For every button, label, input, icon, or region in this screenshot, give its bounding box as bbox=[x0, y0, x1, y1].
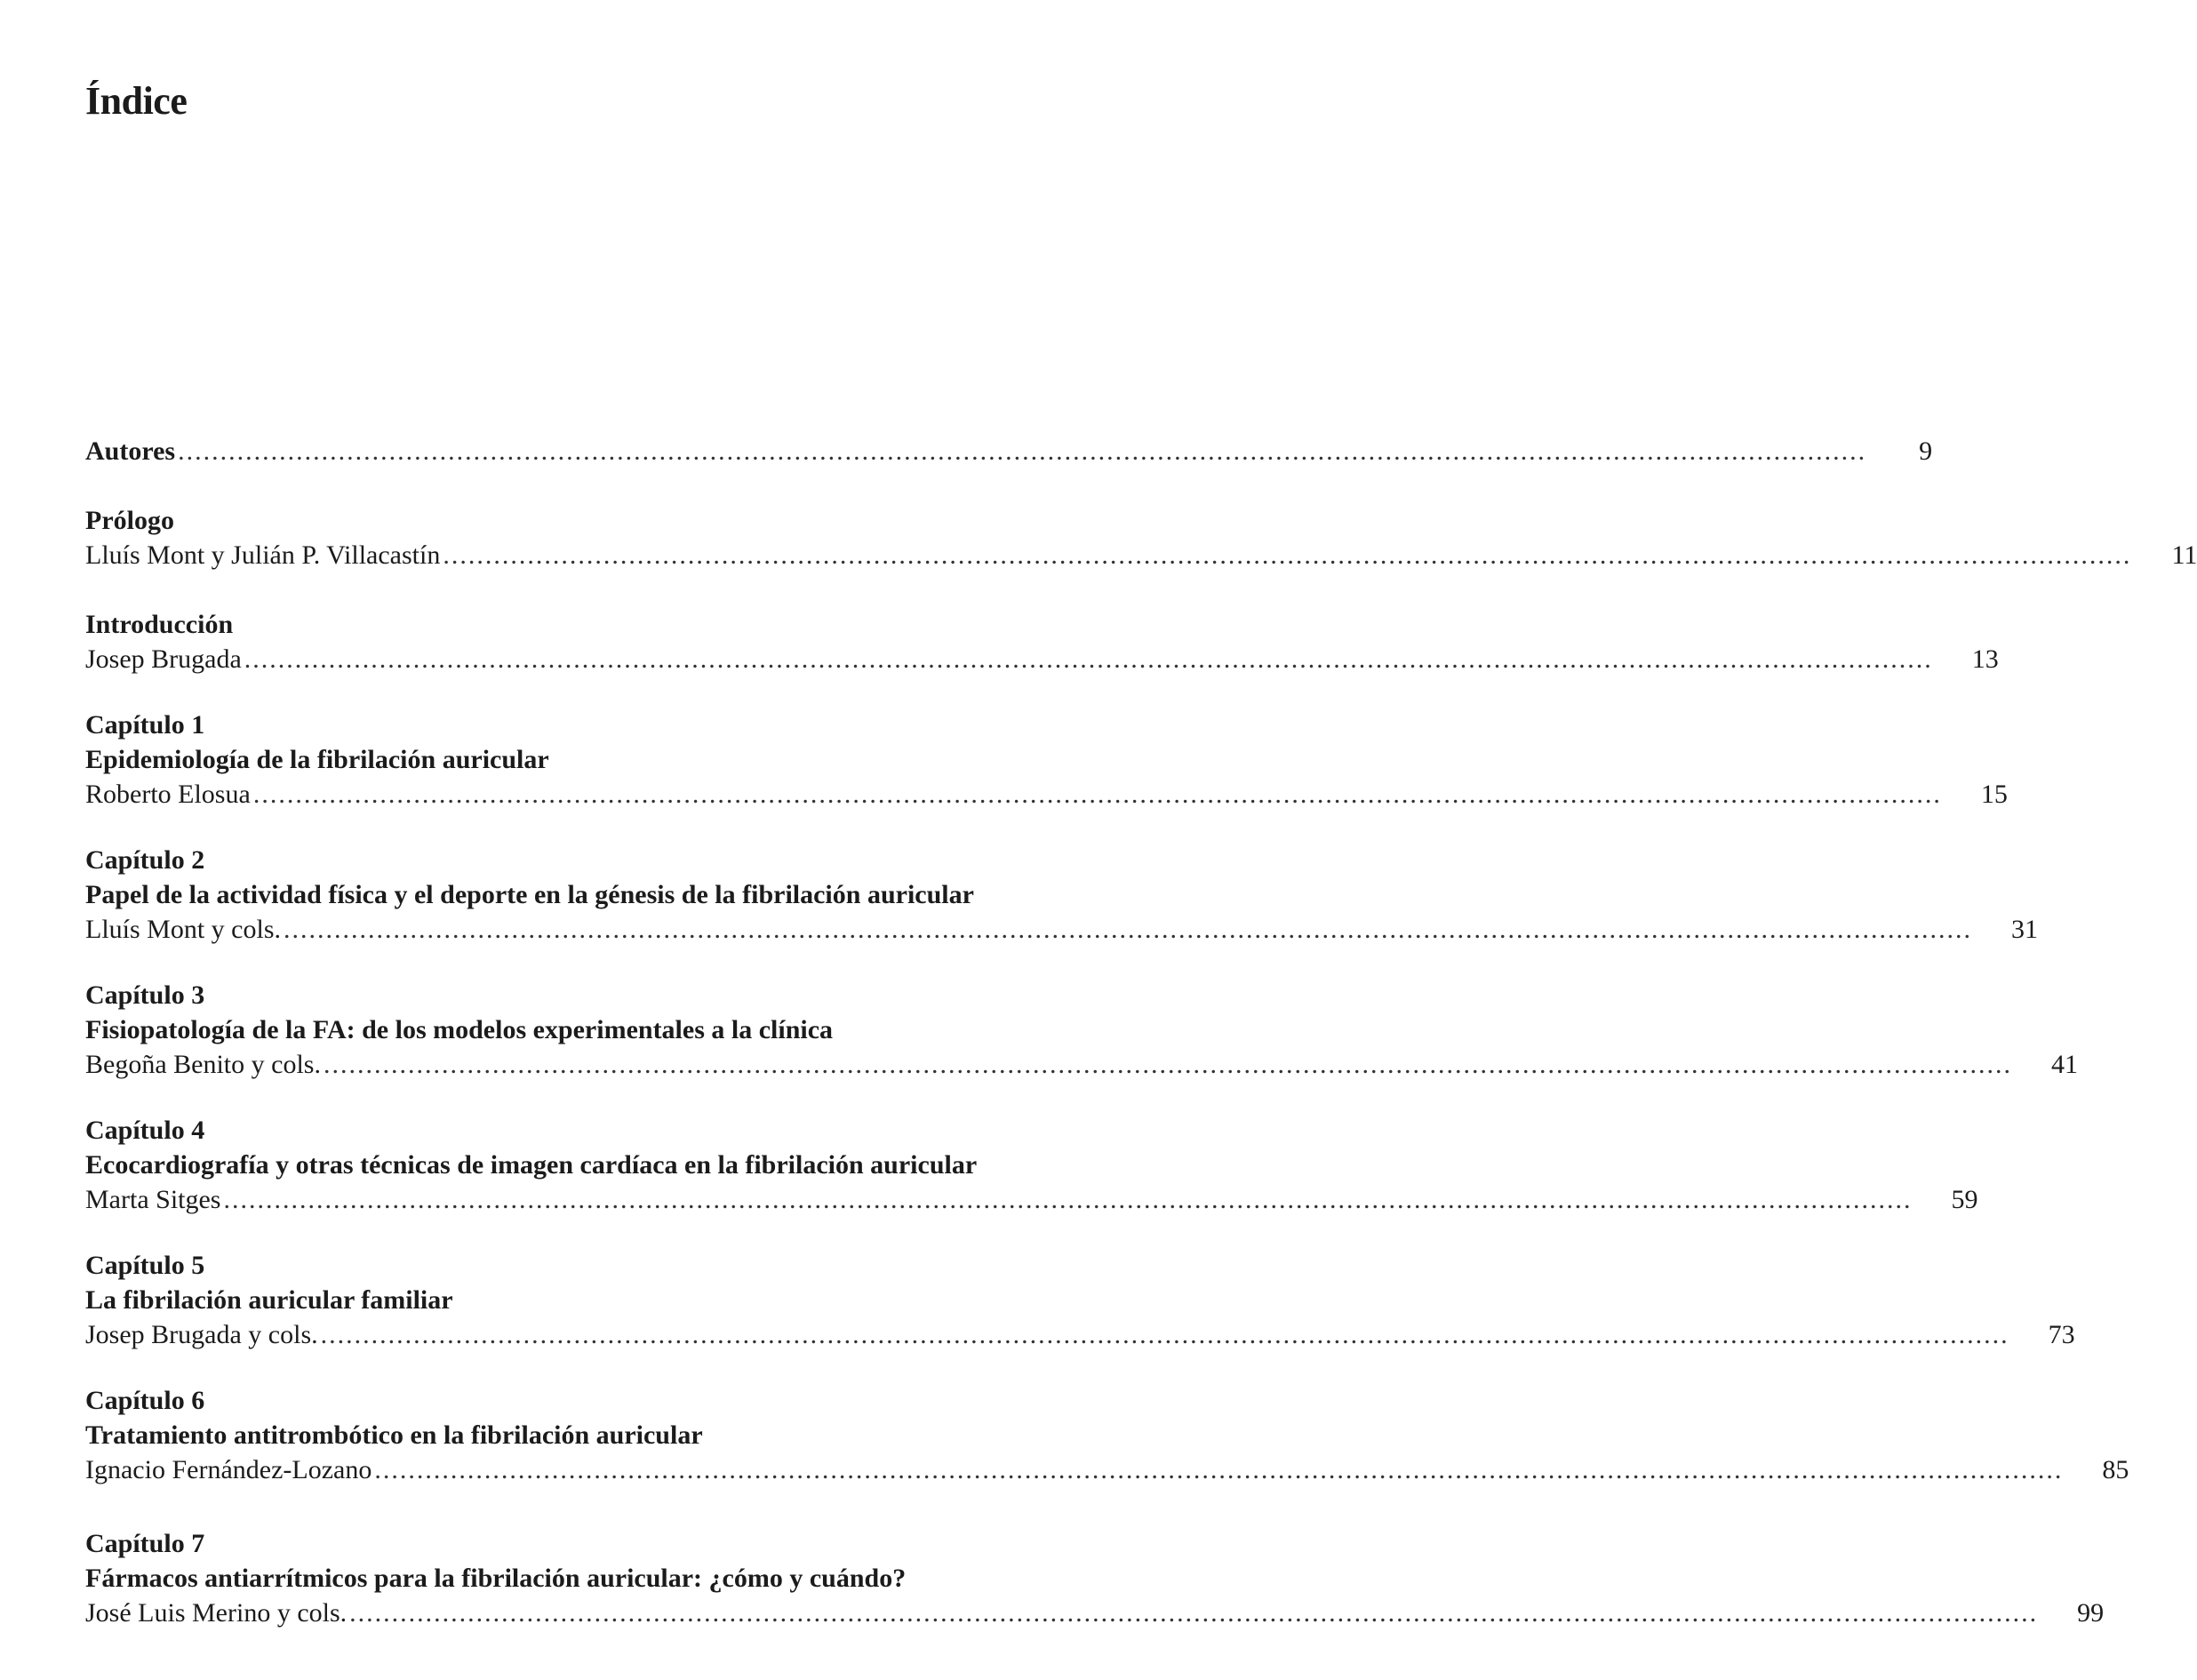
page-number: 31 bbox=[2011, 915, 2039, 944]
chapter-title: Fármacos antiarrítmicos para la fibrilación auricular: ¿cómo y cuándo? bbox=[85, 1564, 907, 1593]
dot-leader: ........................................................................................................................................................................................................ bbox=[349, 1598, 2039, 1628]
toc-line bbox=[85, 538, 2197, 572]
chapter-title: Epidemiología de la fibrilación auricular bbox=[85, 745, 549, 774]
chapter-title: Prólogo bbox=[85, 506, 174, 535]
toc-entry[interactable] bbox=[85, 503, 2197, 572]
dot-leader: ........................................................................................................................................................................................................ bbox=[374, 1455, 2064, 1484]
toc-entry[interactable] bbox=[85, 1248, 2075, 1352]
toc-line bbox=[85, 1596, 2105, 1630]
author-name: Josep Brugada y cols. bbox=[85, 1320, 318, 1349]
toc-line bbox=[85, 1452, 2129, 1487]
author-name: Begoña Benito y cols. bbox=[85, 1050, 321, 1079]
chapter-title: Fisiopatología de la FA: de los modelos experimentales a la clínica bbox=[85, 1015, 834, 1044]
dot-leader: ........................................................................................................................................................................................................ bbox=[443, 540, 2132, 570]
toc-entry[interactable] bbox=[85, 607, 1999, 676]
dot-leader: ........................................................................................................................................................................................................ bbox=[252, 780, 1942, 809]
dot-leader: ........................................................................................................................................................................................................ bbox=[244, 644, 1933, 674]
section-label: Autores bbox=[85, 436, 176, 466]
chapter-title: Ecocardiografía y otras técnicas de imagen cardíaca en la fibrilación auricular bbox=[85, 1150, 978, 1180]
page-number: 15 bbox=[1980, 780, 2008, 809]
chapter-title: Papel de la actividad física y el deporte en la génesis de la fibrilación auricular bbox=[85, 880, 974, 909]
chapter-number: Capítulo 7 bbox=[85, 1529, 205, 1558]
toc-line bbox=[85, 642, 1999, 676]
toc-entry[interactable] bbox=[85, 1113, 1978, 1217]
toc-line bbox=[85, 434, 1933, 468]
toc-entry[interactable] bbox=[85, 434, 1933, 468]
dot-leader: ........................................................................................................................................................................................................ bbox=[223, 1185, 1913, 1214]
toc-line bbox=[85, 777, 2008, 812]
chapter-number: Capítulo 3 bbox=[85, 980, 205, 1010]
dot-leader: ........................................................................................................................................................................................................ bbox=[178, 436, 1867, 466]
toc-entry[interactable] bbox=[85, 1383, 2129, 1487]
author-name: Ignacio Fernández-Lozano bbox=[85, 1455, 372, 1484]
toc-line bbox=[85, 1317, 2075, 1352]
chapter-number: Capítulo 2 bbox=[85, 845, 205, 875]
page-number: 59 bbox=[1951, 1185, 1978, 1214]
chapter-number: Capítulo 1 bbox=[85, 710, 205, 740]
toc-entry[interactable] bbox=[85, 1526, 2105, 1630]
chapter-title: Introducción bbox=[85, 610, 234, 639]
toc-entry[interactable] bbox=[85, 708, 2008, 812]
chapter-number: Capítulo 4 bbox=[85, 1116, 205, 1145]
chapter-title: Tratamiento antitrombótico en la fibrilación auricular bbox=[85, 1420, 703, 1450]
page-number: 73 bbox=[2048, 1320, 2075, 1349]
author-name: Roberto Elosua bbox=[85, 780, 251, 809]
toc-entry[interactable] bbox=[85, 978, 2078, 1082]
toc-line bbox=[85, 1182, 1978, 1217]
chapter-number: Capítulo 6 bbox=[85, 1386, 205, 1415]
toc-line bbox=[85, 1047, 2078, 1082]
table-of-contents bbox=[85, 434, 2197, 1630]
page-number: 41 bbox=[2050, 1050, 2078, 1079]
author-name: Lluís Mont y Julián P. Villacastín bbox=[85, 540, 441, 570]
page-number: 85 bbox=[2102, 1455, 2129, 1484]
author-name: Marta Sitges bbox=[85, 1185, 221, 1214]
dot-leader: ........................................................................................................................................................................................................ bbox=[323, 1050, 2012, 1079]
author-name: José Luis Merino y cols. bbox=[85, 1598, 348, 1628]
page-number: 13 bbox=[1971, 644, 1999, 674]
page-number: 99 bbox=[2077, 1598, 2105, 1628]
page-number: 9 bbox=[1919, 436, 1933, 466]
page-number: 11 bbox=[2171, 540, 2197, 570]
page-title: Índice bbox=[85, 79, 188, 123]
author-name: Josep Brugada bbox=[85, 644, 242, 674]
toc-line bbox=[85, 912, 2039, 947]
chapter-title: La fibrilación auricular familiar bbox=[85, 1285, 453, 1315]
toc-entry[interactable] bbox=[85, 843, 2039, 947]
dot-leader: ........................................................................................................................................................................................................ bbox=[320, 1320, 2009, 1349]
chapter-number: Capítulo 5 bbox=[85, 1251, 205, 1280]
dot-leader: ........................................................................................................................................................................................................ bbox=[284, 915, 1973, 944]
author-name: Lluís Mont y cols. bbox=[85, 915, 282, 944]
